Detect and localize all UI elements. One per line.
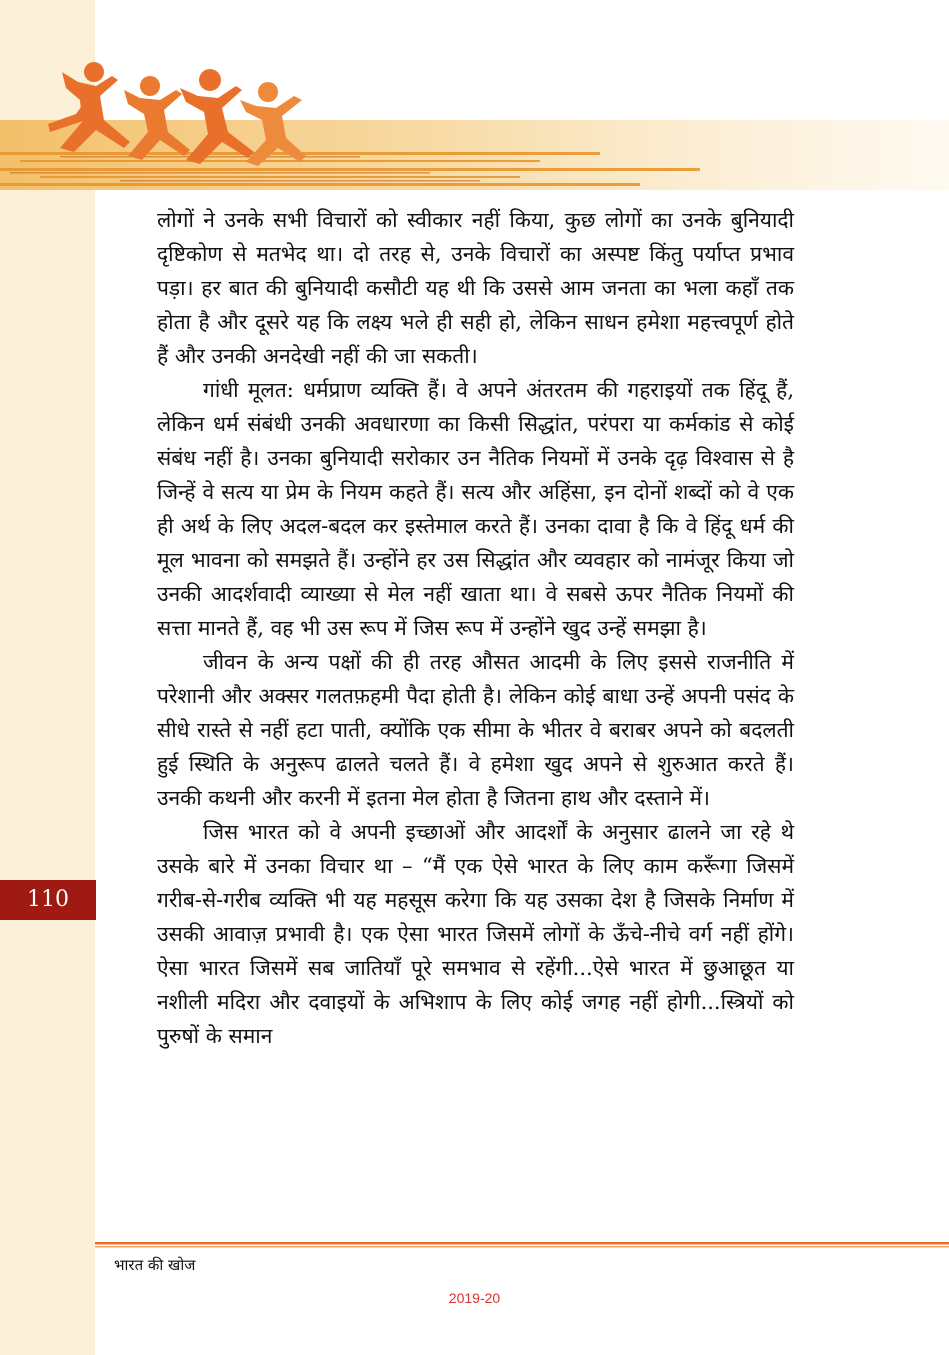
- left-margin-strip: [0, 0, 95, 1355]
- page-number-tab: 110: [0, 880, 96, 920]
- footer-divider: [95, 1240, 949, 1250]
- body-text: [157, 203, 794, 1053]
- header-banner: [0, 60, 949, 200]
- paragraph: जीवन के अन्य पक्षों की ही तरह औसत आदमी के लिए इससे राजनीति में परेशानी और अक्सर गलतफ़हमी पैदा होती है। लेकिन कोई बाधा उन्हें अपनी पसंद के सीधे रास्ते से नहीं हटा पाती, क्योंकि एक सीमा के भीतर वे बराबर अपने को बदलती हुई स्थिति के अनुरूप ढालते चलते हैं। वे हमेशा खुद अपने से शुरुआत करते हैं। उनकी कथनी और करनी में इतना मेल होता है जितना हाथ और दस्ताने में।: [157, 650, 794, 810]
- year-stamp: 2019-20: [448, 1290, 501, 1306]
- paragraph: जिस भारत को वे अपनी इच्छाओं और आदर्शों के अनुसार ढालने जा रहे थे उसके बारे में उनका विचार था – “मैं एक ऐसे भारत के लिए काम करूँगा जिसमें गरीब-से-गरीब व्यक्ति भी यह महसूस करेगा कि यह उसका देश है जिसके निर्माण में उसकी आवाज़ प्रभावी है। एक ऐसा भारत जिसमें लोगों के ऊँचे-नीचे वर्ग नहीं होंगे। ऐसा भारत जिसमें सब जातियाँ पूरे समभाव से रहेंगी...ऐसे भारत में छुआछूत या नशीली मदिरा और दवाइयों के अभिशाप के लिए कोई जगह नहीं होगी...स्त्रियों को पुरुषों के समान: [157, 820, 794, 1048]
- paragraph: गांधी मूलत: धर्मप्राण व्यक्ति हैं। वे अपने अंतरतम की गहराइयों तक हिंदू हैं, लेकिन धर्म संबंधी उनकी अवधारणा का किसी सिद्धांत, परंपरा या कर्मकांड से कोई संबंध नहीं है। उनका बुनियादी सरोकार उन नैतिक नियमों में उनके दृढ़ विश्वास से है जिन्हें वे सत्य या प्रेम के नियम कहते हैं। सत्य और अहिंसा, इन दोनों शब्दों को वे एक ही अर्थ के लिए अदल-बदल कर इस्तेमाल करते हैं। उनका दावा है कि वे हिंदू धर्म की मूल भावना को समझते हैं। उन्होंने हर उस सिद्धांत और व्यवहार को नामंजूर किया जो उनकी आदर्शवादी व्याख्या से मेल नहीं खाता था। वे सबसे ऊपर नैतिक नियमों की सत्ता मानते हैं, वह भी उस रूप में जिस रूप में उन्होंने खुद उन्हें समझा है।: [157, 378, 794, 640]
- paragraph: लोगों ने उनके सभी विचारों को स्वीकार नहीं किया, कुछ लोगों का उनके बुनियादी दृष्टिकोण से मतभेद था। दो तरह से, उनके विचारों का अस्पष्ट किंतु पर्याप्त प्रभाव पड़ा। हर बात की बुनियादी कसौटी यह थी कि उससे आम जनता का भला कहाँ तक होता है और दूसरे यह कि लक्ष्य भले ही सही हो, लेकिन साधन हमेशा महत्त्वपूर्ण होते हैं और उनकी अनदेखी नहीं की जा सकती।: [157, 208, 794, 368]
- book-title-footer: भारत की खोज: [114, 1256, 196, 1274]
- running-figures-illustration: [0, 60, 949, 200]
